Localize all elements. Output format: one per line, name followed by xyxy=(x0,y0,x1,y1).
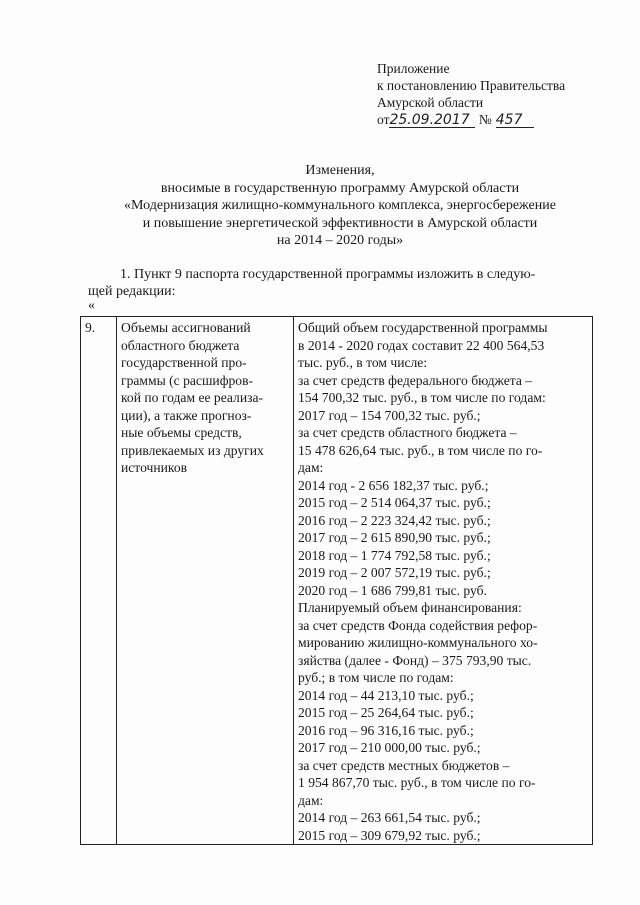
text-line: 2017 год – 2 615 890,90 тыс. руб.; xyxy=(298,530,491,545)
appendix-header xyxy=(377,60,565,128)
text-line: за счет средств Фонда содействия рефор- xyxy=(298,617,538,633)
text-line: 2015 год – 309 679,92 тыс. руб.; xyxy=(298,827,481,843)
paragraph-1 xyxy=(88,266,590,300)
row-description xyxy=(117,317,294,845)
text-line: ные объемы средств, xyxy=(121,425,242,440)
text-line: руб.; в том числе по годам: xyxy=(298,670,454,685)
title-line: Изменения, xyxy=(305,163,375,178)
text-line: 2015 год – 25 264,64 тыс. руб.; xyxy=(298,705,474,720)
text-line: в 2014 - 2020 годах составит 22 400 564,53 xyxy=(298,337,545,353)
text-line: областного бюджета xyxy=(121,337,240,353)
text-line: 154 700,32 тыс. руб., в том числе по годам: xyxy=(298,390,546,405)
number-label: № xyxy=(478,112,492,127)
text-line: Общий объем государственной программы xyxy=(298,320,548,335)
text-line: 2019 год – 2 007 572,19 тыс. руб.; xyxy=(298,565,491,580)
appendix-label: Приложение xyxy=(377,61,450,76)
text-line: источников xyxy=(121,460,188,475)
text-line: 2020 год – 1 686 799,81 тыс. руб. xyxy=(298,582,487,598)
text-line: 1 954 867,70 тыс. руб., в том числе по го- xyxy=(298,775,536,790)
handwritten-number: 457 xyxy=(496,113,534,128)
text-line: 2015 год – 2 514 064,37 тыс. руб.; xyxy=(298,495,491,510)
text-line: 2016 год – 2 223 324,42 тыс. руб.; xyxy=(298,512,491,528)
text-line: 2018 год – 1 774 792,58 тыс. руб.; xyxy=(298,547,491,563)
text-line: дам: xyxy=(298,792,324,808)
title-line: и повышение энергетической эффективности в Амурской области xyxy=(142,215,538,231)
row-number: 9. xyxy=(81,317,117,845)
appendix-date-number-line xyxy=(377,111,565,128)
text-line: Планируемый объем финансирования: xyxy=(298,600,522,615)
text-line: 2014 год - 2 656 182,37 тыс. руб.; xyxy=(298,477,489,493)
text-line: 2017 год – 210 000,00 тыс. руб.; xyxy=(298,740,481,755)
text-line: за счет средств местных бюджетов – xyxy=(298,757,510,773)
row-value xyxy=(294,317,593,845)
title-line: «Модернизация жилищно-коммунального комплекса, энергосбережение xyxy=(124,198,556,213)
description-lines xyxy=(121,319,289,477)
appendix-resolution: к постановлению Правительства xyxy=(377,78,566,93)
text-line: дам: xyxy=(298,460,324,475)
text-line: 2014 год – 263 661,54 тыс. руб.; xyxy=(298,810,481,825)
text-line: 15 478 626,64 тыс. руб., в том числе по го- xyxy=(298,442,543,458)
text-line: граммы (с расшифров- xyxy=(121,372,254,388)
text-line: государственной про- xyxy=(121,355,247,370)
passport-table xyxy=(80,316,593,845)
document-title xyxy=(80,162,600,250)
text-line: тыс. руб., в том числе: xyxy=(298,355,428,370)
title-line: вносимые в государственную программу Амурской области xyxy=(160,180,520,196)
text-line: 2014 год – 44 213,10 тыс. руб.; xyxy=(298,687,474,703)
text-line: за счет средств областного бюджета – xyxy=(298,425,517,440)
text-line: 2016 год – 96 316,16 тыс. руб.; xyxy=(298,722,474,738)
paragraph-line: 1. Пункт 9 паспорта государственной программы изложить в следую- xyxy=(120,267,536,282)
text-line: ции), а также прогноз- xyxy=(121,407,252,423)
value-lines xyxy=(298,319,588,844)
text-line: мированию жилищно-коммунального хо- xyxy=(298,635,538,650)
appendix-region: Амурской области xyxy=(377,95,484,110)
text-line: кой по годам ее реализа- xyxy=(121,390,264,405)
table-row xyxy=(81,317,593,845)
text-line: привлекаемых из других xyxy=(121,442,264,458)
handwritten-date: 25.09.2017 xyxy=(389,113,475,128)
open-quote: « xyxy=(88,298,95,313)
text-line: 2017 год – 154 700,32 тыс. руб.; xyxy=(298,407,481,423)
text-line: Объемы ассигнований xyxy=(121,320,251,335)
title-line: на 2014 – 2020 годы» xyxy=(276,233,404,248)
date-prefix: от xyxy=(377,112,390,127)
paragraph-line: щей редакции: xyxy=(88,284,176,299)
text-line: зяйства (далее - Фонд) – 375 793,90 тыс. xyxy=(298,652,532,668)
text-line: за счет средств федерального бюджета – xyxy=(298,372,533,388)
